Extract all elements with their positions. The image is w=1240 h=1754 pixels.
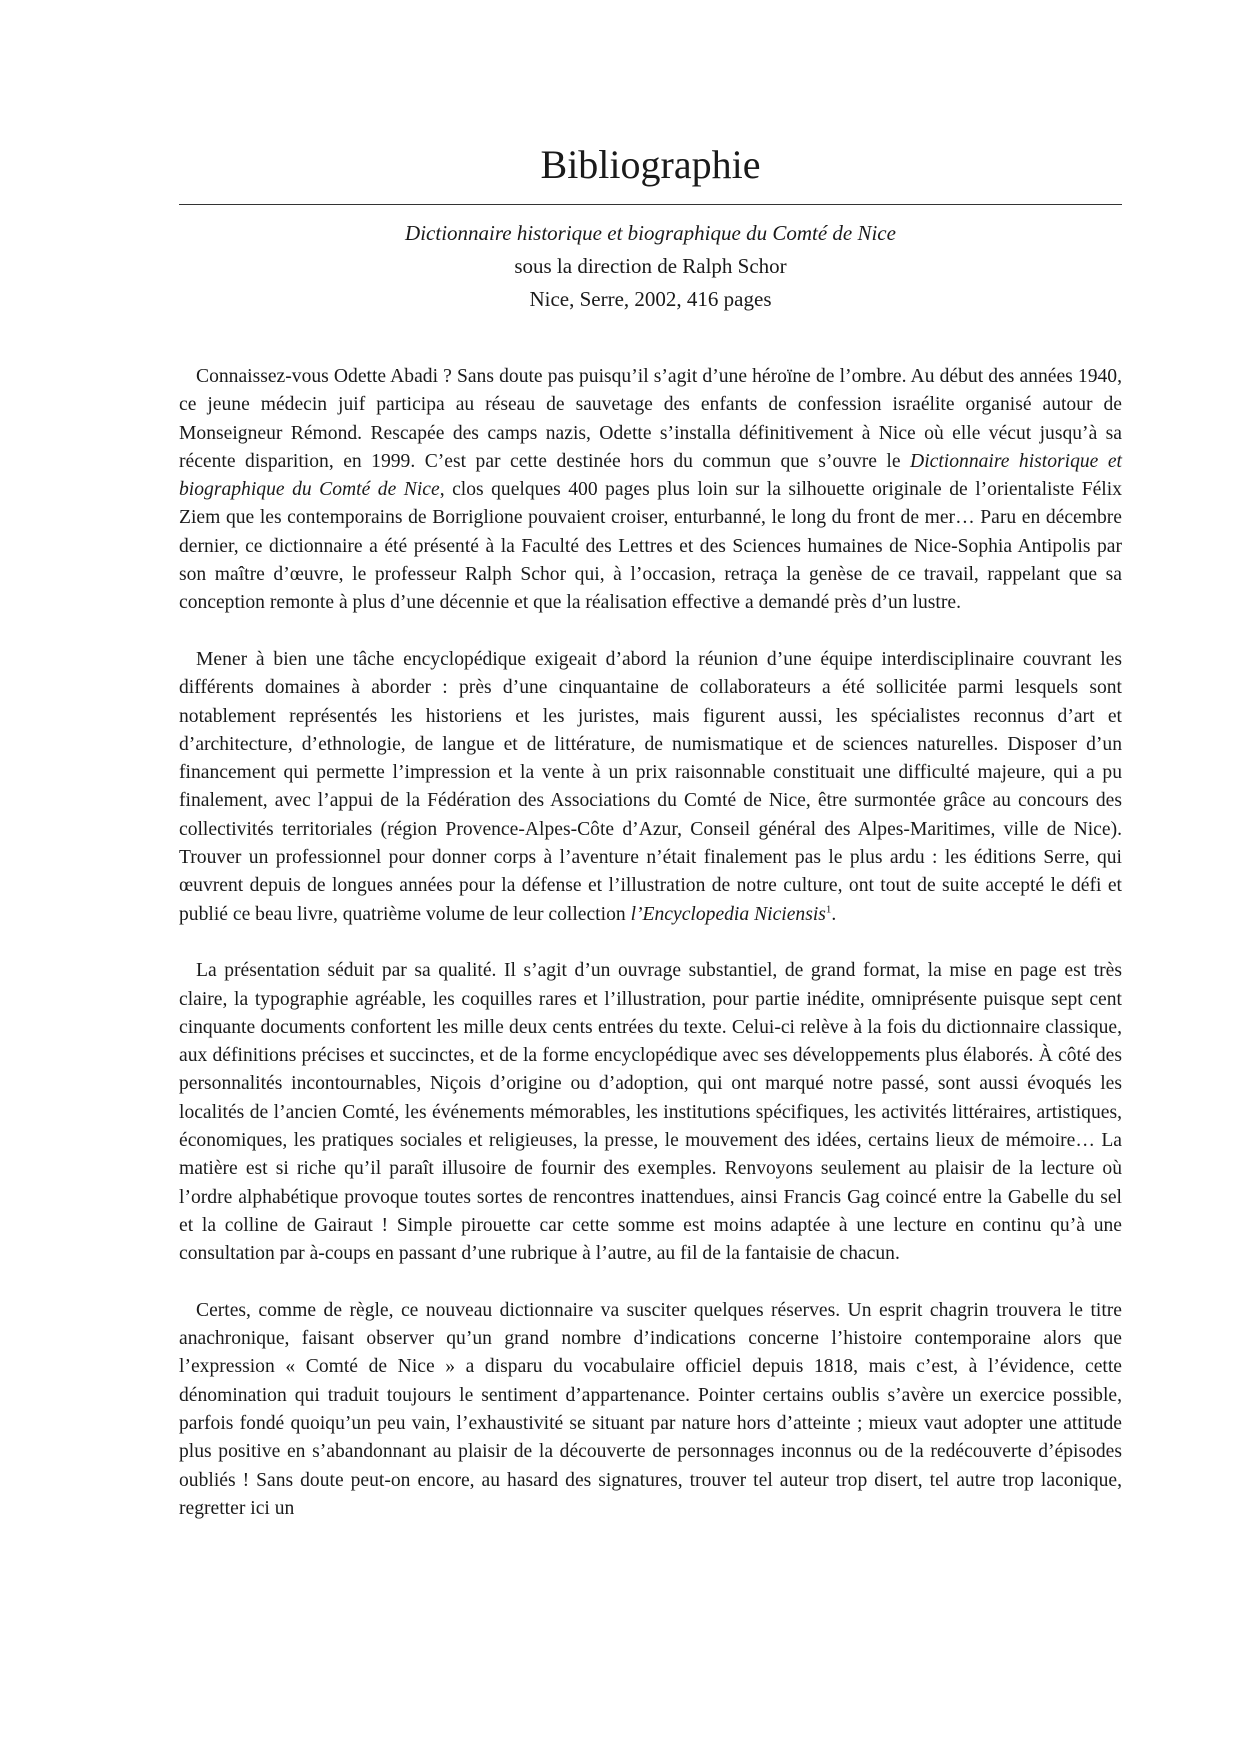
paragraph-1-text-a: Connaissez-vous Odette Abadi ? Sans doute pas puisqu’il s’agit d’une héroïne de l’ombre. Au début des années 1940, ce jeune médecin juif participa au réseau de sauvetage des enfants de confession israélite organisé autour de Monseigneur Rémond. Rescapée des camps nazis, Odette s’installa définitivement à Nice où elle vécut jusqu’à sa récente disparition, en 1999. C’est par cette destinée hors du commun que s’ouvre le: [179, 366, 1122, 472]
paragraph-2-collection-title: l’Encyclopedia Niciensis: [630, 903, 826, 925]
book-reference: [179, 217, 1122, 316]
paragraph-2-text-c: .: [831, 903, 837, 925]
book-publication: Nice, Serre, 2002, 416 pages: [529, 287, 772, 311]
paragraph-1: [179, 363, 1122, 618]
title-divider: [179, 204, 1122, 205]
page-title: Bibliographie: [540, 142, 761, 187]
footnote-marker[interactable]: 1: [825, 903, 832, 916]
book-title: Dictionnaire historique et biographique du Comté de Nice: [405, 221, 896, 245]
paragraph-2-text-a: Mener à bien une tâche encyclopédique exigeait d’abord la réunion d’une équipe interdisciplinaire couvrant les différents domaines à aborder : près d’une cinquantaine de collaborateurs a été sollicitée parmi lesquels sont notablement représentés les historiens et les juristes, mais figurent aussi, les spécialistes reconnus d’art et d’architecture, d’ethnologie, de langue et de littérature, de numismatique et de sciences naturelles. Disposer d’un financement qui permette l’impression et la vente à un prix raisonnable constituait une difficulté majeure, qui a pu finalement, avec l’appui de la Fédération des Associations du Comté de Nice, être surmontée grâce au concours des collectivités territoriales (région Provence-Alpes-Côte d’Azur, Conseil général des Alpes-Maritimes, ville de Nice). Trouver un professionnel pour donner corps à l’aventure n’était finalement pas le plus ardu : les éditions Serre, qui œuvrent depuis de longues années pour la défense et l’illustration de notre culture, ont tout de suite accepté le défi et publié ce beau livre, quatrième volume de leur collection: [179, 648, 1122, 925]
paragraph-1-book-title: Dictionnaire historique et biographique du Comté de Nice: [179, 450, 1122, 501]
paragraph-4: Certes, comme de règle, ce nouveau dictionnaire va susciter quelques réserves. Un esprit chagrin trouvera le titre anachronique, faisant observer qu’un grand nombre d’indications concerne l’histoire contemporaine alors que l’expression « Comté de Nice » a disparu du vocabulaire officiel depuis 1818, mais c’est, à l’évidence, cette dénomination qui traduit toujours le sentiment d’appartenance. Pointer certains oublis s’avère un exercice possible, parfois fondé quoiqu’un peu vain, l’exhaustivité se situant par nature hors d’atteinte ; mieux vaut adopter une attitude plus positive en s’abandonnant au plaisir de la découverte de personnages inconnus ou de la redécouverte d’épisodes oubliés ! Sans doute peut-on encore, au hasard des signatures, trouver tel auteur trop disert, tel autre trop laconique, regretter ici un: [179, 1299, 1122, 1519]
article-body: [179, 363, 1122, 1523]
document-page: [179, 0, 1122, 1551]
paragraph-2: [179, 646, 1122, 929]
paragraph-1-text-c: , clos quelques 400 pages plus loin sur la silhouette originale de l’orientaliste Félix Ziem que les contemporains de Borriglione pouvaient croiser, enturbanné, le long du front de mer… Paru en décembre dernier, ce dictionnaire a été présenté à la Faculté des Lettres et des Sciences humaines de Nice-Sophia Antipolis par son maître d’œuvre, le professeur Ralph Schor qui, à l’occasion, retraça la genèse de ce travail, rappelant que sa conception remonte à plus d’une décennie et que la réalisation effective a demandé près d’un lustre.: [179, 479, 1122, 614]
book-direction: sous la direction de Ralph Schor: [514, 254, 787, 278]
paragraph-3: La présentation séduit par sa qualité. Il s’agit d’un ouvrage substantiel, de grand format, la mise en page est très claire, la typographie agréable, les coquilles rares et l’illustration, pour partie inédite, omniprésente puisque sept cent cinquante documents confortent les mille deux cents entrées du texte. Celui-ci relève à la fois du dictionnaire classique, aux définitions précises et succinctes, et de la forme encyclopédique avec ses développements plus élaborés. À côté des personnalités incontournables, Niçois d’origine ou d’adoption, qui ont marqué notre passé, sont aussi évoqués les localités de l’ancien Comté, les événements mémorables, les institutions spécifiques, les activités littéraires, artistiques, économiques, les pratiques sociales et religieuses, la presse, le mouvement des idées, certains lieux de mémoire… La matière est si riche qu’il paraît illusoire de fournir des exemples. Renvoyons seulement au plaisir de la lecture où l’ordre alphabétique provoque toutes sortes de rencontres inattendues, ainsi Francis Gag coincé entre la Gabelle du sel et la colline de Gairaut ! Simple pirouette car cette somme est moins adaptée à une lecture en continu qu’à une consultation par à-coups en passant d’une rubrique à l’autre, au fil de la fantaisie de chacun.: [179, 960, 1122, 1265]
